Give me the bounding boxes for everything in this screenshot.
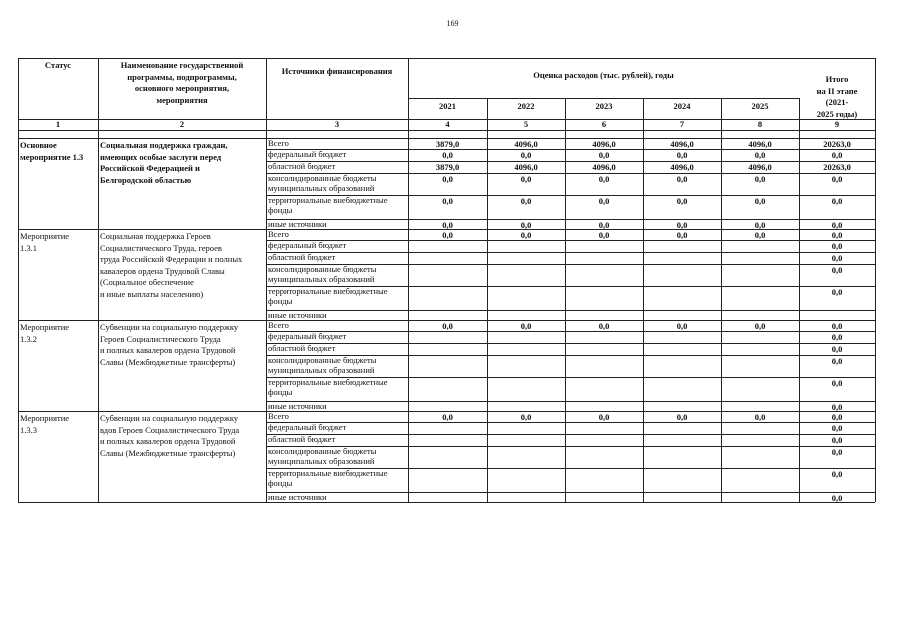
row-value: 0,0 [598,320,610,331]
row-value: 0,0 [676,195,688,206]
row-total: 0,0 [831,195,843,206]
row-source: фонды [268,296,293,306]
row-source: фонды [268,205,293,215]
row-value: 0,0 [754,149,766,160]
row-value: 0,0 [598,195,610,206]
row-value: 0,0 [598,229,610,240]
row-value: 0,0 [598,149,610,160]
row-value: 0,0 [442,173,453,184]
row-source: территориальные внебюджетные [268,285,388,296]
section-name: труда Российской Федерации и полных [100,254,243,264]
section-status: 1.3.1 [20,242,37,253]
section-name: и иные выплаты населению) [100,288,204,299]
row-source: Всего [268,410,289,421]
section-status: 1.3.3 [20,424,37,435]
row-total: 0,0 [831,468,843,479]
row-total: 0,0 [831,219,843,230]
row-value: 0,0 [442,195,453,206]
row-total: 0,0 [831,252,843,263]
row-total: 0,0 [831,173,843,184]
row-value: 4096,0 [748,161,772,172]
row-source: Всего [268,228,289,239]
row-total: 0,0 [831,264,843,275]
section-name: Белгородской областью [100,174,192,185]
row-total: 20263,0 [823,138,851,149]
row-total: 0,0 [831,240,843,251]
row-source: федеральный бюджет [268,421,347,432]
row-value: 0,0 [676,229,688,240]
row-source: муниципальных образований [268,183,375,193]
header-total-line: (2021- [825,97,849,107]
header-status: Статус [44,60,72,70]
header-year: 2022 [517,101,535,111]
row-total: 0,0 [831,149,843,160]
row-value: 0,0 [520,195,532,206]
years-header-divider [408,98,799,99]
row-total: 0,0 [831,229,843,240]
row-value: 3879,0 [435,161,460,172]
row-value: 0,0 [520,320,532,331]
section-status: Мероприятие [20,322,70,332]
row-value: 0,0 [598,173,610,184]
header-total-line: 2025 годы) [816,108,858,119]
row-source: фонды [268,387,293,397]
row-source: иные источники [268,218,327,229]
header-year: 2025 [751,101,769,111]
row-source: муниципальных образований [268,456,375,466]
row-source: иные источники [268,491,327,502]
section-name: имеющих особые заслуги перед [100,151,222,162]
column-number: 1 [55,119,61,129]
row-value: 4096,0 [748,138,772,149]
row-total: 0,0 [831,401,843,412]
row-source: федеральный бюджет [268,148,347,159]
row-value: 4096,0 [592,138,616,149]
row-source: федеральный бюджет [268,239,347,250]
row-value: 0,0 [676,219,688,230]
row-value: 0,0 [442,219,453,230]
table-bottom-border [18,502,875,503]
header-name-line: основного мероприятия, [134,83,230,93]
row-source: консолидированные бюджеты [268,354,377,365]
row-source: иные источники [268,400,327,411]
section-name: Социальная поддержка граждан, [100,140,228,150]
header-name-line: Наименование государственной [120,60,244,70]
column-number: 8 [757,119,763,129]
page-number: 169 [446,19,459,28]
row-total: 0,0 [831,355,843,366]
row-value: 0,0 [442,149,453,160]
header-total-line: на II этапе [816,85,858,96]
row-source: консолидированные бюджеты [268,263,377,274]
row-total: 0,0 [831,492,843,503]
header-year: 2023 [595,101,613,111]
row-value: 4096,0 [670,161,694,172]
row-total: 0,0 [831,434,843,445]
row-source: консолидированные бюджеты [268,172,377,183]
row-source: областной бюджет [268,251,336,262]
column-number: 9 [834,119,840,129]
row-value: 0,0 [676,411,688,422]
section-status: мероприятие 1.3 [20,151,84,162]
row-value: 0,0 [754,219,766,230]
section-name: вдов Героев Социалистического Труда [100,424,240,435]
row-total: 0,0 [831,377,843,388]
section-status: Основное [20,140,57,150]
row-source: территориальные внебюджетные [268,467,388,478]
section-status: Мероприятие [20,231,70,241]
section-name: Социальная поддержка Героев [100,231,211,241]
section-name: кавалеров ордена Трудовой Славы [100,265,225,276]
row-total: 0,0 [831,343,843,354]
row-value: 0,0 [598,219,610,230]
section-status: 1.3.2 [20,333,37,344]
row-total: 0,0 [831,331,843,342]
row-total: 20263,0 [823,161,851,172]
row-source: фонды [268,478,293,488]
header-year: 2024 [673,101,691,111]
column-number: 6 [601,119,607,129]
row-value: 0,0 [754,229,766,240]
row-source: федеральный бюджет [268,330,347,341]
row-value: 0,0 [520,149,532,160]
row-value: 0,0 [676,173,688,184]
header-sources: Источники финансирования [281,66,393,76]
section-name: и полных кавалеров ордена Трудовой [100,345,236,355]
row-value: 0,0 [754,320,766,331]
row-value: 0,0 [520,229,532,240]
column-number: 7 [679,119,685,129]
section-name: Славы (Межбюджетные трансферты) [100,447,236,458]
row-value: 0,0 [442,229,453,240]
row-value: 0,0 [754,195,766,206]
row-value: 4096,0 [592,161,616,172]
section-name: Субвенции на социальную поддержку [100,322,239,332]
section-name: Славы (Межбюджетные трансферты) [100,356,236,367]
row-source: областной бюджет [268,433,336,444]
header-year: 2021 [439,101,456,111]
column-number: 5 [523,119,529,129]
row-source: консолидированные бюджеты [268,445,377,456]
table-top-border [18,58,875,59]
column-number: 4 [445,119,450,129]
row-value: 0,0 [442,411,453,422]
header-name-line: мероприятия [156,94,208,105]
section-name: и полных кавалеров ордена Трудовой [100,436,236,446]
row-source: областной бюджет [268,342,336,353]
section-name: Героев Социалистического Труда [100,333,221,344]
row-total: 0,0 [831,286,843,297]
column-number: 3 [334,119,340,129]
row-source: иные источники [268,309,327,320]
row-value: 4096,0 [670,138,694,149]
row-source: Всего [268,319,289,330]
header-name-line: программы, подпрограммы, [127,71,237,82]
row-source: Всего [268,137,289,148]
row-total: 0,0 [831,422,843,433]
section-name: (Социальное обеспечение [100,277,194,287]
row-value: 4096,0 [514,138,538,149]
row-value: 0,0 [520,173,532,184]
row-source: муниципальных образований [268,365,375,375]
section-name: Социалистического Труда, героев [100,242,222,253]
column-line-9 [875,58,876,502]
header-total-line: Итого [825,74,849,84]
row-source: территориальные внебюджетные [268,194,388,205]
row-value: 0,0 [520,219,532,230]
row-value: 4096,0 [514,161,538,172]
section-status: Мероприятие [20,413,70,423]
row-source: муниципальных образований [268,274,375,284]
row-total: 0,0 [831,446,843,457]
row-value: 0,0 [754,173,766,184]
row-source: территориальные внебюджетные [268,376,388,387]
column-number: 2 [179,119,185,129]
row-value: 3879,0 [435,138,460,149]
row-value: 0,0 [754,411,766,422]
row-value: 0,0 [442,320,453,331]
row-total: 0,0 [831,320,843,331]
row-total: 0,0 [831,411,843,422]
row-value: 0,0 [676,320,688,331]
row-source: областной бюджет [268,160,336,171]
row-value: 0,0 [598,411,610,422]
section-name: Российской Федерацией и [100,163,200,173]
section-name: Субвенции на социальную поддержку [100,413,239,423]
header-estimate: Оценка расходов (тыс. рублей), годы [533,70,674,80]
row-value: 0,0 [520,411,532,422]
row-value: 0,0 [676,149,688,160]
